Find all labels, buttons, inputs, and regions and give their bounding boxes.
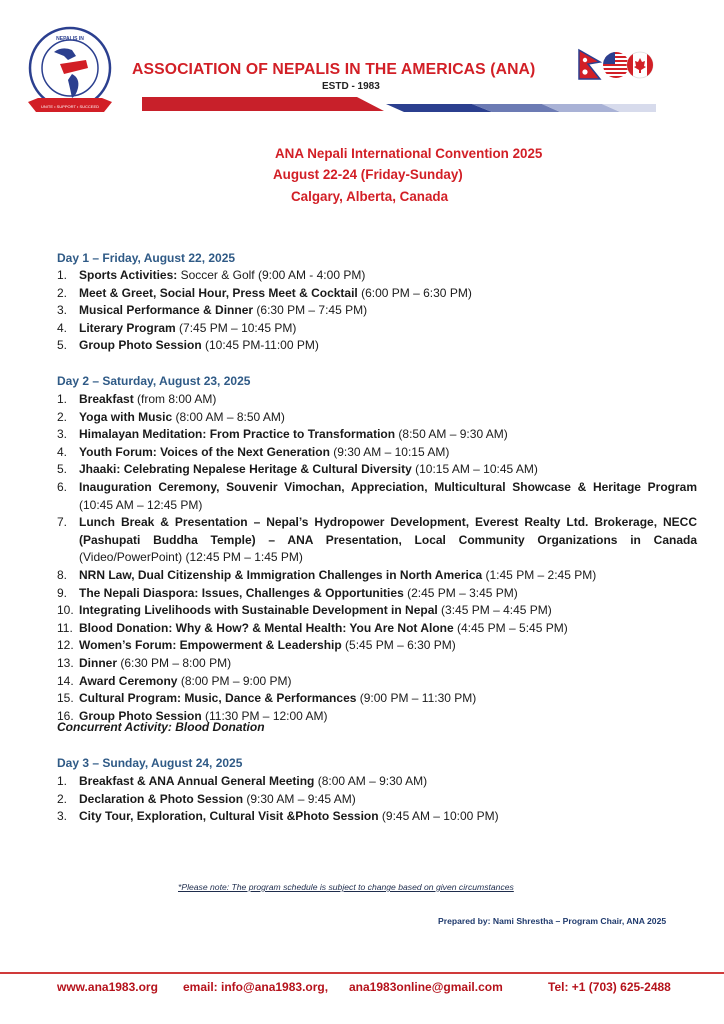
website-link[interactable]: www.ana1983.org: [57, 980, 158, 994]
schedule-item: 2. Yoga with Music (8:00 AM – 8:50 AM): [57, 409, 285, 424]
schedule-item: 1. Breakfast (from 8:00 AM): [57, 392, 217, 406]
svg-text:UNITE • SUPPORT • SUCCEED: UNITE • SUPPORT • SUCCEED: [41, 104, 99, 109]
day-1-title: Day 1 – Friday, August 22, 2025: [57, 251, 236, 265]
schedule-item: 7. Lunch Break & Presentation – Nepal’s Hydropower Development, Everest Realty Ltd. Brokerage, NECC (Pashupati Buddha Temple) – ANA Presentation, Local Community Organizations in Canada (Video/PowerPoint) (12:45 PM – 1:45 PM): [57, 515, 697, 565]
schedule-item: 3. Himalayan Meditation: From Practice to Transformation (8:50 AM – 9:30 AM): [57, 427, 508, 442]
day-3-title: Day 3 – Sunday, August 24, 2025: [57, 756, 243, 770]
schedule-item: 3. City Tour, Exploration, Cultural Visit &Photo Session (9:45 AM – 10:00 PM): [57, 809, 499, 824]
day-1-schedule: [57, 267, 697, 355]
day-2-title: Day 2 – Saturday, August 23, 2025: [57, 374, 251, 388]
schedule-item: 6. Inauguration Ceremony, Souvenir Vimochan, Appreciation, Multicultural Showcase & Heritage Program (10:45 AM – 12:45 PM): [57, 479, 697, 512]
schedule-item: 9. The Nepali Diaspora: Issues, Challenges & Opportunities (2:45 PM – 3:45 PM): [57, 585, 518, 600]
schedule-item: 1. Breakfast & ANA Annual General Meeting (8:00 AM – 9:30 AM): [57, 774, 428, 788]
schedule-item: 14. Award Ceremony (8:00 PM – 9:00 PM): [57, 673, 292, 688]
phone-number: Tel: +1 (703) 625-2488: [548, 980, 671, 994]
country-flags: [578, 48, 656, 82]
schedule-item: 3. Musical Performance & Dinner (6:30 PM – 7:45 PM): [57, 303, 368, 318]
convention-dates: August 22-24 (Friday-Sunday): [273, 167, 463, 182]
schedule-item: 16. Group Photo Session (11:30 PM – 12:00 AM): [57, 708, 328, 723]
schedule-item: 12. Women’s Forum: Empowerment & Leadership (5:45 PM – 6:30 PM): [57, 638, 456, 653]
svg-text:NEPALIS IN: NEPALIS IN: [56, 36, 84, 42]
ana-seal-logo-icon: [24, 26, 116, 118]
day-3-schedule: [57, 773, 697, 826]
schedule-item: 15. Cultural Program: Music, Dance & Performances (9:00 PM – 11:30 PM): [57, 691, 477, 706]
schedule-item: 13. Dinner (6:30 PM – 8:00 PM): [57, 655, 232, 670]
day-2-schedule: [57, 391, 697, 725]
schedule-item: 5. Jhaaki: Celebrating Nepalese Heritage & Cultural Diversity (10:15 AM – 10:45 AM): [57, 462, 538, 477]
alt-email-link[interactable]: ana1983online@gmail.com: [349, 980, 503, 994]
schedule-change-note: *Please note: The program schedule is subject to change based on given circumstances: [178, 882, 514, 892]
usa-flag-icon: [603, 52, 629, 78]
footer-divider: [0, 972, 724, 974]
schedule-item: 1. Sports Activities: Soccer & Golf (9:00 AM - 4:00 PM): [57, 268, 366, 282]
header-band: [142, 97, 656, 113]
schedule-item: 8. NRN Law, Dual Citizenship & Immigration Challenges in North America (1:45 PM – 2:45 PM): [57, 567, 597, 582]
schedule-item: 4. Literary Program (7:45 PM – 10:45 PM): [57, 320, 297, 335]
email-link[interactable]: email: info@ana1983.org,: [183, 980, 329, 994]
established-year: ESTD - 1983: [322, 81, 380, 92]
convention-location: Calgary, Alberta, Canada: [291, 189, 449, 204]
concurrent-activity: Concurrent Activity: Blood Donation: [57, 720, 265, 734]
schedule-item: 2. Meet & Greet, Social Hour, Press Meet & Cocktail (6:00 PM – 6:30 PM): [57, 285, 472, 300]
nepal-flag-icon: [579, 50, 600, 79]
canada-flag-icon: [627, 52, 653, 78]
schedule-item: 11. Blood Donation: Why & How? & Mental Health: You Are Not Alone (4:45 PM – 5:45 PM): [57, 620, 568, 635]
schedule-item: 4. Youth Forum: Voices of the Next Generation (9:30 AM – 10:15 AM): [57, 444, 450, 459]
convention-title: ANA Nepali International Convention 2025: [275, 146, 543, 161]
schedule-item: 2. Declaration & Photo Session (9:30 AM – 9:45 AM): [57, 791, 356, 806]
schedule-item: 10. Integrating Livelihoods with Sustainable Development in Nepal (3:45 PM – 4:45 PM): [57, 603, 552, 618]
organization-name: ASSOCIATION OF NEPALIS IN THE AMERICAS (ANA): [132, 61, 536, 78]
prepared-by: Prepared by: Nami Shrestha – Program Chair, ANA 2025: [438, 916, 667, 926]
schedule-item: 5. Group Photo Session (10:45 PM-11:00 PM): [57, 338, 319, 353]
